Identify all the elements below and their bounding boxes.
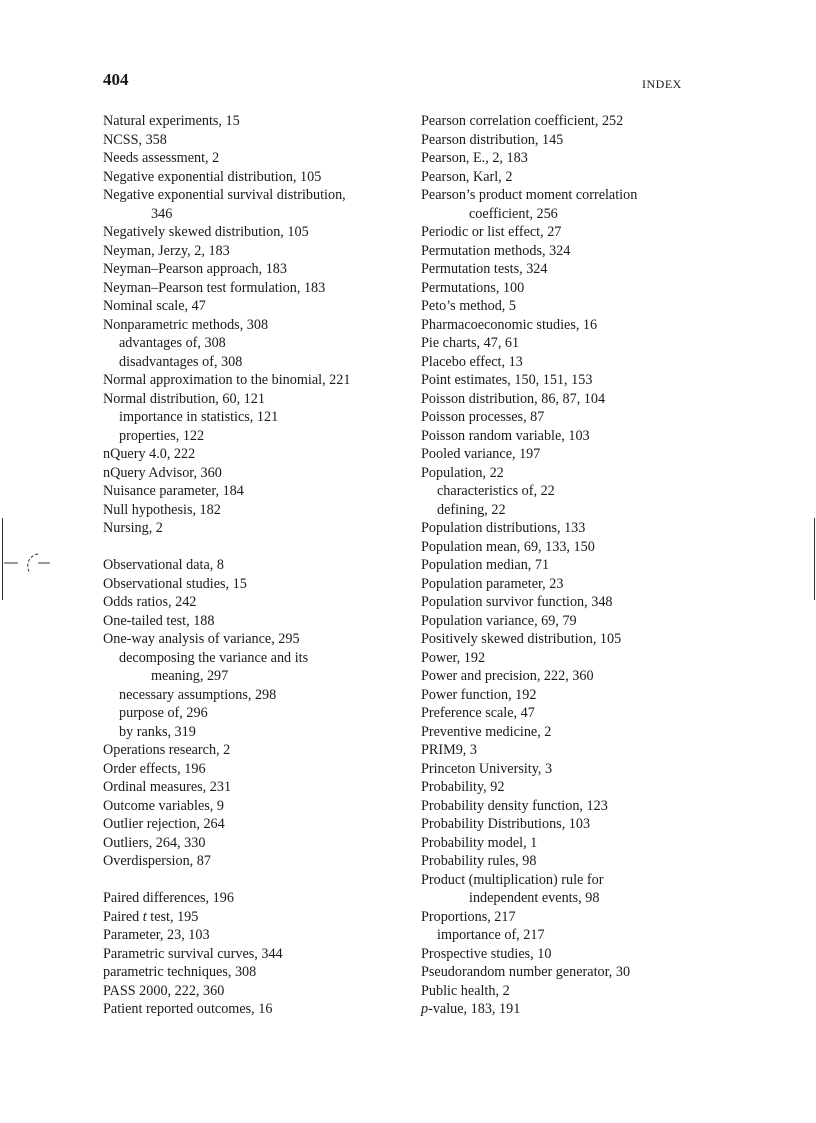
index-subentry: defining, 22 xyxy=(437,501,506,518)
index-entry: Pseudorandom number generator, 30 xyxy=(421,964,631,980)
index-entry: Princeton University, 3 xyxy=(421,760,553,777)
index-entry: Odds ratios, 242 xyxy=(103,594,197,610)
index-entry: Positively skewed distribution, 105 xyxy=(421,631,622,647)
index-entry: Overdispersion, 87 xyxy=(103,853,211,869)
index-subentry: advantages of, 308 xyxy=(119,335,226,351)
index-entry: Permutations, 100 xyxy=(421,279,525,296)
index-entry: Pearson correlation coefficient, 252 xyxy=(421,113,624,129)
index-entry: Observational data, 8 xyxy=(103,557,224,573)
index-entry: Operations research, 2 xyxy=(103,742,231,758)
index-entry: Normal distribution, 60, 121 xyxy=(103,390,265,407)
registration-mark-icon xyxy=(4,548,52,578)
index-subentry: by ranks, 319 xyxy=(119,723,196,740)
index-column-left xyxy=(103,112,403,1019)
index-entry: Prospective studies, 10 xyxy=(421,945,552,962)
index-entry: Power and precision, 222, 360 xyxy=(421,668,594,684)
index-entry: Probability model, 1 xyxy=(421,834,538,851)
crop-line-right xyxy=(814,518,815,600)
index-entry: Periodic or list effect, 27 xyxy=(421,224,562,240)
index-entry-continuation: meaning, 297 xyxy=(151,668,229,684)
index-entry: Negatively skewed distribution, 105 xyxy=(103,224,309,240)
index-entry: PRIM9, 3 xyxy=(421,742,477,758)
index-entry: PASS 2000, 222, 360 xyxy=(103,982,225,999)
index-entry: Pooled variance, 197 xyxy=(421,446,541,462)
index-entry: Pearson, Karl, 2 xyxy=(421,168,513,185)
index-entry: nQuery Advisor, 360 xyxy=(103,464,222,481)
index-entry: Public health, 2 xyxy=(421,982,510,999)
index-entry: nQuery 4.0, 222 xyxy=(103,446,196,462)
index-entry: Population median, 71 xyxy=(421,557,550,573)
index-entry: Pearson’s product moment correlation xyxy=(421,187,638,203)
index-column-right xyxy=(421,112,721,1019)
index-entry: Pearson, E., 2, 183 xyxy=(421,150,528,166)
index-entry: Negative exponential distribution, 105 xyxy=(103,168,322,185)
index-subentry: decomposing the variance and its xyxy=(119,649,309,666)
index-entry: Outlier rejection, 264 xyxy=(103,816,225,832)
index-entry: Probability rules, 98 xyxy=(421,853,537,869)
index-entry: Population parameter, 23 xyxy=(421,575,564,592)
letter-group-gap xyxy=(103,871,403,890)
entry-text: Paired xyxy=(103,908,140,925)
index-entry-continuation: independent events, 98 xyxy=(469,890,600,906)
index-entry: Poisson processes, 87 xyxy=(421,409,545,425)
index-entry: Pharmacoeconomic studies, 16 xyxy=(421,316,598,333)
index-entry: Parameter, 23, 103 xyxy=(103,927,210,943)
entry-italic-term: t xyxy=(142,908,147,925)
index-entry: Paired differences, 196 xyxy=(103,890,234,906)
index-entry: Patient reported outcomes, 16 xyxy=(103,1001,273,1017)
index-entry-continuation: coefficient, 256 xyxy=(469,205,558,222)
index-entry: Negative exponential survival distribution, xyxy=(103,187,346,203)
entry-text: -value, 183, 191 xyxy=(428,1001,521,1017)
index-entry: Natural experiments, 15 xyxy=(103,113,240,129)
index-entry: Null hypothesis, 182 xyxy=(103,501,221,518)
index-entry: Observational studies, 15 xyxy=(103,575,247,592)
letter-group-gap xyxy=(103,538,403,557)
index-entry: Nuisance parameter, 184 xyxy=(103,483,244,499)
index-entry: Neyman–Pearson approach, 183 xyxy=(103,261,287,277)
index-entry: Normal approximation to the binomial, 221 xyxy=(103,372,351,388)
index-entry: Neyman, Jerzy, 2, 183 xyxy=(103,242,230,259)
index-entry: Pie charts, 47, 61 xyxy=(421,335,520,351)
index-entry: Poisson distribution, 86, 87, 104 xyxy=(421,390,606,407)
index-entry: NCSS, 358 xyxy=(103,131,167,148)
index-entry: Permutation methods, 324 xyxy=(421,242,571,259)
index-entry: Parametric survival curves, 344 xyxy=(103,945,283,962)
index-entry: Nominal scale, 47 xyxy=(103,298,206,314)
index-entry: Pearson distribution, 145 xyxy=(421,131,564,148)
entry-text: test, 195 xyxy=(150,908,199,925)
index-entry: Neyman–Pearson test formulation, 183 xyxy=(103,279,326,296)
index-subentry: disadvantages of, 308 xyxy=(119,353,243,370)
index-entry: Needs assessment, 2 xyxy=(103,150,220,166)
index-subentry: characteristics of, 22 xyxy=(437,483,555,499)
index-entry: Probability density function, 123 xyxy=(421,797,608,814)
index-entry: Nonparametric methods, 308 xyxy=(103,316,269,333)
index-entry: Product (multiplication) rule for xyxy=(421,871,604,888)
index-entry: Outliers, 264, 330 xyxy=(103,834,206,851)
index-entry: One-way analysis of variance, 295 xyxy=(103,631,300,647)
index-entry: Population mean, 69, 133, 150 xyxy=(421,538,595,555)
index-entry xyxy=(421,1000,721,1019)
index-entry: Population, 22 xyxy=(421,464,504,481)
index-entry: Proportions, 217 xyxy=(421,908,516,925)
index-subentry: importance of, 217 xyxy=(437,927,545,943)
crop-line-left xyxy=(2,518,3,600)
index-entry xyxy=(103,908,403,927)
index-subentry: properties, 122 xyxy=(119,427,205,444)
index-entry: Population distributions, 133 xyxy=(421,520,586,536)
page-number: 404 xyxy=(103,70,129,89)
index-entry: Population variance, 69, 79 xyxy=(421,612,577,629)
index-subentry: purpose of, 296 xyxy=(119,705,208,721)
index-entry: Outcome variables, 9 xyxy=(103,797,224,814)
index-entry: Permutation tests, 324 xyxy=(421,261,548,277)
index-entry: Peto’s method, 5 xyxy=(421,298,516,314)
index-entry: Ordinal measures, 231 xyxy=(103,779,232,795)
index-entry: Population survivor function, 348 xyxy=(421,594,613,610)
index-entry-continuation: 346 xyxy=(151,205,173,222)
index-subentry: necessary assumptions, 298 xyxy=(119,686,277,703)
index-entry: Poisson random variable, 103 xyxy=(421,427,590,444)
index-entry: Power, 192 xyxy=(421,649,486,666)
entry-italic-term: p xyxy=(421,1001,429,1017)
index-entry: Point estimates, 150, 151, 153 xyxy=(421,372,593,388)
index-entry: One-tailed test, 188 xyxy=(103,612,215,629)
index-entry: Probability, 92 xyxy=(421,779,505,795)
index-subentry: importance in statistics, 121 xyxy=(119,409,279,425)
index-entry: Power function, 192 xyxy=(421,686,537,703)
index-entry: Nursing, 2 xyxy=(103,520,163,536)
index-entry: Preventive medicine, 2 xyxy=(421,723,552,740)
index-entry: Placebo effect, 13 xyxy=(421,353,523,370)
index-entry: Probability Distributions, 103 xyxy=(421,816,591,832)
index-entry: Preference scale, 47 xyxy=(421,705,535,721)
running-head: INDEX xyxy=(642,77,682,91)
index-entry: Order effects, 196 xyxy=(103,760,206,777)
index-entry: parametric techniques, 308 xyxy=(103,964,257,980)
